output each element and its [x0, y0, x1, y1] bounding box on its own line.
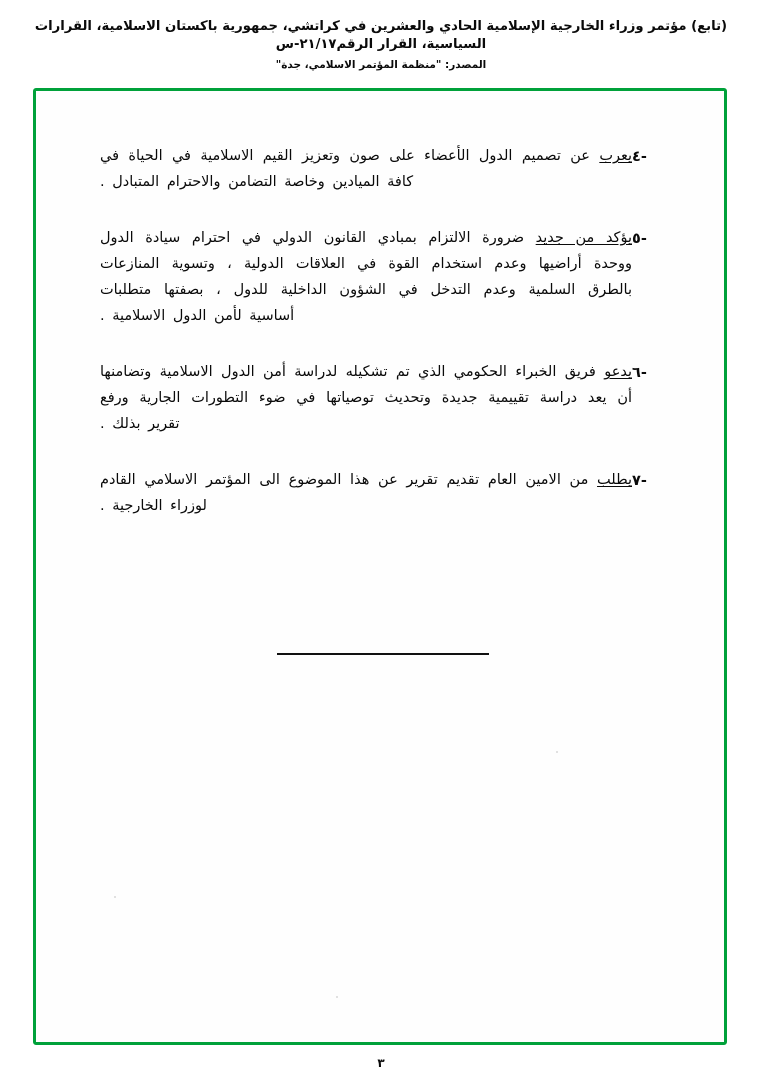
header-title-line: (تابع) مؤتمر وزراء الخارجية الإسلامية الحادي والعشرين في كراتشي، جمهورية باكستان الاسلامية، القرارات السياسية، القرار الرقم٢١/١٧-س: [34, 19, 728, 52]
section-divider: [36, 653, 730, 655]
scan-speckle: [556, 751, 558, 753]
scan-speckle: [114, 896, 116, 898]
clause-lead-verb: يدعو: [604, 364, 632, 380]
clause-text: [82, 359, 632, 437]
scan-speckle: [336, 996, 338, 998]
clause-body-text: فريق الخبراء الحكومي الذي تم تشكيله لدراسة أمن الدول الاسلامية وتضامنها أن يعد دراسة تقييمية جديدة وتحديث توصياتها في ضوء التطورات الجارية ورفع تقرير بذلك .: [100, 364, 632, 432]
clause-text: [82, 143, 632, 195]
page-number: ٣: [377, 1056, 385, 1070]
header-source-line: المصدر: "منظمة المؤتمر الاسلامي، جدة": [275, 59, 487, 71]
clause-number: -٥: [632, 231, 647, 247]
divider-line: [277, 653, 489, 655]
clause-text: [82, 467, 632, 519]
clause-body-text: عن تصميم الدول الأعضاء على صون وتعزيز القيم الاسلامية في الحياة في كافة الميادين وخاصة التضامن والاحترام المتبادل .: [100, 148, 600, 190]
clause-body-text: من الامين العام تقديم تقرير عن هذا الموضوع الى المؤتمر الاسلامي القادم لوزراء الخارجية .: [100, 472, 598, 514]
clause-lead-verb: يعرب: [599, 148, 632, 164]
clause-item: [82, 225, 678, 329]
clause-number: -٦: [632, 365, 647, 381]
clause-item: [82, 143, 678, 195]
page-surface: [36, 91, 724, 1042]
clause-lead-verb: يؤكد من جديد: [535, 230, 632, 246]
clause-body-text: ضرورة الالتزام بمبادي القانون الدولي في احترام سيادة الدول ووحدة أراضيها وعدم استخدام القوة في العلاقات الدولية ، وتسوية المنازعات بالطرق السلمية وعدم التدخل في الشؤون الداخلية للدول ، بصفتها متطلبات أساسية لأمن الدول الاسلامية .: [100, 230, 632, 324]
clause-item: [82, 467, 678, 519]
clause-lead-verb: يطلب: [597, 472, 632, 488]
document-header: [0, 18, 762, 73]
green-page-border: [33, 88, 727, 1045]
clause-number: -٧: [632, 473, 647, 489]
clause-item: [82, 359, 678, 437]
clause-list: [82, 143, 678, 549]
clause-text: [82, 225, 632, 329]
clause-number: -٤: [632, 149, 647, 165]
